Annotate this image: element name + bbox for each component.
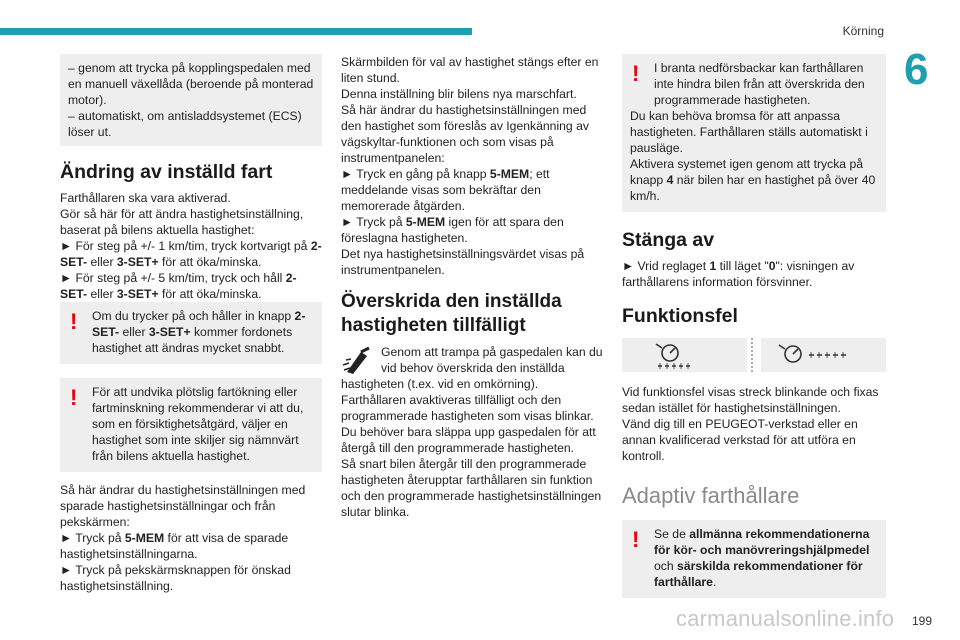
column-2 xyxy=(341,54,603,520)
instruction-step: ► För steg på +/- 5 km/tim, tryck och håll 2-SET- eller 3-SET+ för att öka/minska. xyxy=(60,271,297,301)
warning-text: Aktivera systemet igen genom att trycka på knapp 4 när bilen har en hastighet på över 40 km/h. xyxy=(630,157,876,203)
speedometer-dashes-icon xyxy=(622,338,752,372)
paragraph: Skärmbilden för val av hastighet stängs efter en liten stund. xyxy=(341,55,599,85)
column-1 xyxy=(60,54,322,594)
fault-text xyxy=(622,384,886,464)
chapter-number: 6 xyxy=(904,45,929,94)
warning-box xyxy=(622,520,886,598)
speed-change-text xyxy=(60,190,322,302)
override-speed-text xyxy=(341,344,603,520)
instruction-step: ► Tryck på 5-MEM för att visa de sparade hastighetsinställningarna. xyxy=(60,531,289,561)
warning-box xyxy=(60,302,322,364)
intro-line-2: – automatiskt, om antisladdsystemet (ECS) löser ut. xyxy=(68,109,302,139)
warning-text: För att undvika plötslig fartökning eller fartminskning rekommenderar vi att du, som en försiktighetsåtgärd, väljer en hastighet som inte skiljer sig nämnvärt från bilens aktuella hastighet. xyxy=(92,385,304,463)
warning-text: Om du trycker på och håller in knapp 2-SET- eller 3-SET+ kommer fordonets hastighet att ändras mycket snabbt. xyxy=(92,309,306,355)
paragraph: Vänd dig till en PEUGEOT-verkstad eller en annan kvalificerad verkstad för att utföra en kontroll. xyxy=(622,417,858,463)
speed-selection-text xyxy=(341,54,603,278)
section-heading: Funktionsfel xyxy=(622,305,738,327)
paragraph: Denna inställning blir bilens nya marschfart. xyxy=(341,87,577,101)
instruction-step: ► Tryck på pekskärmsknappen för önskad hastighetsinställning. xyxy=(60,563,291,593)
instruction-step: ► Tryck en gång på knapp 5-MEM; ett meddelande visas som bekräftar den memorerade åtgärden. xyxy=(341,167,550,213)
paragraph: Du behöver bara släppa upp gaspedalen för att återgå till den programmerade hastigheten. xyxy=(341,425,596,455)
warning-text: Du kan behöva bromsa för att anpassa hastigheten. Farthållaren ställs automatiskt i pausläge. xyxy=(630,109,868,155)
column-3 xyxy=(622,54,886,608)
warning-exclamation-icon: ! xyxy=(70,385,78,410)
section-heading: Stänga av xyxy=(622,229,715,251)
cruise-fault-display-right xyxy=(761,338,886,372)
instruction-step: ► För steg på +/- 1 km/tim, tryck kortvarigt på 2-SET- eller 3-SET+ för att öka/minska. xyxy=(60,239,322,269)
paragraph: Genom att trampa på gaspedalen kan du vid behov överskrida den inställda hastigheten (t.ex. vid en omkörning). xyxy=(341,345,603,391)
instruction-step: ► Vrid reglaget 1 till läget "0": visningen av farthållarens information försvinner. xyxy=(622,259,855,289)
warning-box xyxy=(622,54,886,212)
paragraph: Så här ändrar du hastighetsinställningen med sparade hastighetsinställningar och från pekskärmen: xyxy=(60,483,306,529)
cruise-fault-display-left xyxy=(622,338,747,372)
watermark-text: carmanualsonline.info xyxy=(676,606,895,631)
paragraph: Gör så här för att ändra hastighetsinställning, baserat på bilens aktuella hastighet: xyxy=(60,207,304,237)
speedometer-dashes-icon xyxy=(761,338,891,372)
warning-exclamation-icon: ! xyxy=(632,61,640,86)
intro-line-1: – genom att trycka på kopplingspedalen med en manuell växellåda (beroende på monterad motor). xyxy=(68,61,314,107)
accelerator-pedal-icon xyxy=(341,346,375,376)
warning-text: Se de allmänna rekommendationerna för kör- och manövreringshjälpmedel och särskilda rekommendationer för farthållare. xyxy=(654,527,870,589)
warning-exclamation-icon: ! xyxy=(70,309,78,334)
paragraph: Så här ändrar du hastighetsinställningen med den hastighet som föreslås av Igenkänning av vägskyltar-funktionen och som visas på instrumentpanelen: xyxy=(341,103,589,165)
warning-text: I branta nedförsbackar kan farthållaren inte hindra bilen från att överskrida den programmerade hastigheten. xyxy=(654,61,865,107)
page-number: 199 xyxy=(911,614,932,628)
paragraph: Farthållaren ska vara aktiverad. xyxy=(60,191,231,205)
paragraph: Så snart bilen återgår till den programmerade hastigheten återupptar farthållaren sin funktion och den programmerade hastighetsinställningen slutar blinka. xyxy=(341,457,602,519)
section-name: Körning xyxy=(842,24,884,38)
fault-display-illustrations xyxy=(622,338,886,372)
memory-speed-text xyxy=(60,482,322,594)
paragraph: Farthållaren avaktiveras tillfälligt och den programmerade hastigheten som visas blinkar. xyxy=(341,393,594,423)
section-heading-adaptive: Adaptiv farthållare xyxy=(622,483,800,508)
paragraph: Det nya hastighetsinställningsvärdet visas på instrumentpanelen. xyxy=(341,247,585,277)
intro-note-box xyxy=(60,54,322,146)
section-heading: Överskrida den inställda hastigheten tillfälligt xyxy=(341,291,562,336)
paragraph: Vid funktionsfel visas streck blinkande och fixas sedan istället för hastighetsinställningen. xyxy=(622,385,879,415)
warning-box xyxy=(60,378,322,472)
section-heading: Ändring av inställd fart xyxy=(60,161,273,183)
instruction-step: ► Tryck på 5-MEM igen för att spara den föreslagna hastigheten. xyxy=(341,215,564,245)
warning-exclamation-icon: ! xyxy=(632,527,640,552)
top-accent-bar xyxy=(0,28,472,35)
